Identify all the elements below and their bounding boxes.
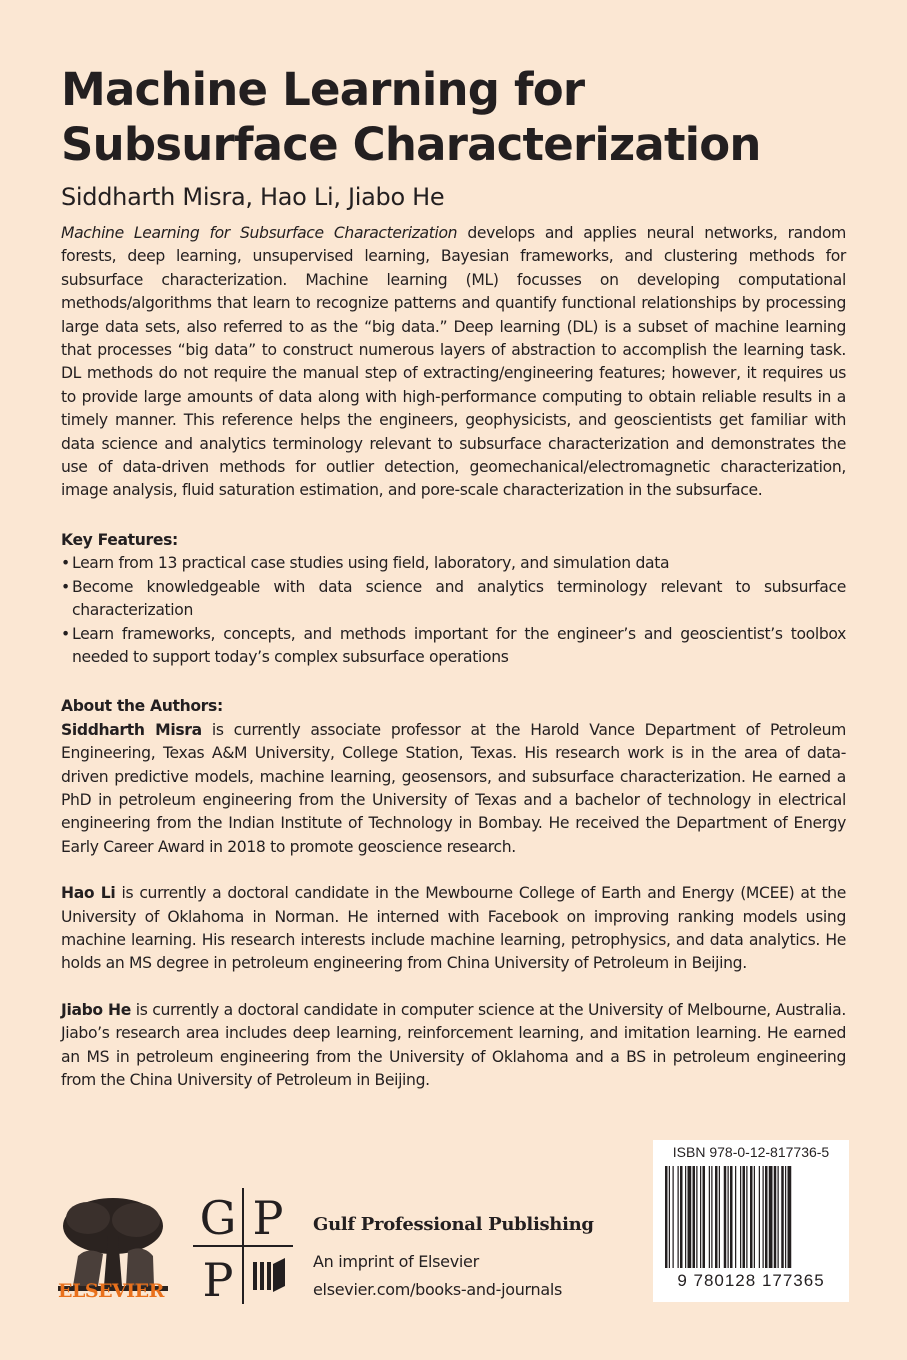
barcode-bar <box>763 1166 764 1268</box>
barcode-bar <box>728 1166 729 1268</box>
barcode-bar <box>735 1166 736 1268</box>
book-icon <box>253 1258 285 1292</box>
title-line-2: Subsurface Characterization <box>61 118 761 171</box>
author-bio-text: is currently associate professor at the Harold Vance Department of Petroleum Engineering, Texas A&M University, College Station, Texas. His research work is in the area of data-driven predictive models, machine learning, geosensors, and subsurface characterization. He earned a PhD in petroleum engineering from the University of Texas and a bachelor of technology in electrical engineering from the Indian Institute of Technology in Bombay. He received the Department of Energy Early Career Award in 2018 to promote geoscience research. <box>61 720 847 856</box>
publisher-name: Gulf Professional Publishing <box>313 1214 594 1235</box>
title-line-1: Machine Learning for <box>61 63 585 116</box>
barcode-bar <box>759 1166 760 1268</box>
author-name: Siddharth Misra <box>61 720 202 739</box>
feature-item: • Learn from 13 practical case studies using field, laboratory, and simulation data <box>61 552 846 575</box>
barcode-bar <box>665 1166 668 1268</box>
barcode-bar <box>746 1166 747 1268</box>
barcode-bar <box>754 1166 755 1268</box>
author-bio <box>61 882 846 976</box>
barcode-bar <box>700 1166 701 1268</box>
barcode-bar <box>719 1166 720 1268</box>
barcode-bar <box>693 1166 696 1268</box>
barcode-bar <box>765 1166 768 1268</box>
key-features-heading: Key Features: <box>61 530 178 549</box>
barcode-icon <box>665 1166 845 1268</box>
isbn-digits: 9 780128 177365 <box>677 1271 825 1290</box>
barcode-bar <box>711 1166 712 1268</box>
barcode-bar <box>696 1166 697 1268</box>
barcode-bar <box>750 1166 753 1268</box>
barcode-bar <box>678 1166 679 1268</box>
barcode-bar <box>740 1166 741 1268</box>
author-name: Hao Li <box>61 884 116 903</box>
authors: Siddharth Misra, Hao Li, Jiabo He <box>61 183 445 211</box>
barcode-bar <box>703 1166 706 1268</box>
gpp-letter-g: G <box>199 1191 237 1245</box>
barcode-bar <box>743 1166 746 1268</box>
gpp-letter-p2: P <box>202 1253 234 1304</box>
about-authors <box>61 695 846 1092</box>
author-bio-text: is currently a doctoral candidate in the Mewbourne College of Earth and Energy (MCEE) at the University of Oklahoma in Norman. He interned with Facebook on improving ranking models using machine learning. His research interests include machine learning, petrophysics, and data analytics. He holds an MS degree in petroleum engineering from China University of Petroleum in Beijing. <box>61 884 847 973</box>
publisher-url[interactable]: elsevier.com/books-and-journals <box>313 1280 563 1299</box>
isbn-barcode <box>653 1140 849 1302</box>
key-features <box>61 529 846 669</box>
description-title: Machine Learning for Subsurface Characterization <box>61 224 458 242</box>
barcode-bar <box>673 1166 674 1268</box>
author-bio-text: is currently a doctoral candidate in computer science at the University of Melbourne, Australia. Jiabo’s research area includes deep learning, reinforcement learning, and imitation learning. He earned an MS in petroleum engineering from the University of Oklahoma and a BS in petroleum engineering from the China University of Petroleum in Beijing. <box>61 1000 846 1089</box>
isbn-label: ISBN 978-0-12-817736-5 <box>672 1144 830 1160</box>
gpp-letter-p: P <box>252 1191 284 1245</box>
barcode-bar <box>715 1166 718 1268</box>
barcode-bar <box>781 1166 784 1268</box>
publisher-imprint: An imprint of Elsevier <box>313 1252 479 1271</box>
about-heading: About the Authors: <box>61 697 223 716</box>
barcode-bar <box>724 1166 727 1268</box>
book-title <box>61 62 846 172</box>
elsevier-wordmark: ELSEVIER <box>58 1280 164 1302</box>
barcode-bar <box>709 1166 710 1268</box>
barcode-bar <box>785 1166 786 1268</box>
barcode-bar <box>730 1166 733 1268</box>
barcode-bar <box>688 1166 692 1268</box>
author-bio <box>61 719 846 859</box>
barcode-bar <box>680 1166 683 1268</box>
back-cover <box>61 62 846 1092</box>
feature-item: • Learn frameworks, concepts, and methods important for the engineer’s and geoscientist’s toolbox needed to support today’s complex subsurface operations <box>61 623 846 670</box>
barcode-bar <box>788 1166 792 1268</box>
description-text: develops and applies neural networks, random forests, deep learning, unsupervised learning, Bayesian frameworks, and clustering methods for subsurface characterization. Machine learning (ML) focusses on developing computational methods/algorithms that learn to recognize patterns and quantify functional relationships by processing large data sets, also referred to as the “big data.” Deep learning (DL) is a subset of machine learning that processes “big data” to construct numerous layers of abstraction to accomplish the learning task. DL methods do not require the manual step of extracting/engineering features; however, it requires us to provide large amounts of data along with high-performance computing to obtain reliable results in a timely manner. This reference helps the engineers, geophysicists, and geoscientists get familiar with data science and analytics terminology relevant to subsurface characterization and demonstrates the use of data-driven methods for outlier detection, geomechanical/electromagnetic characterization, image analysis, fluid saturation estimation, and pore-scale characterization in the subsurface. <box>61 224 847 500</box>
description <box>61 222 846 503</box>
barcode-bar <box>778 1166 779 1268</box>
barcode-bar <box>685 1166 686 1268</box>
barcode-bar <box>769 1166 773 1268</box>
author-name: Jiabo He <box>61 1000 131 1019</box>
key-features-list <box>61 552 846 669</box>
barcode-bar <box>669 1166 670 1268</box>
feature-item: • Become knowledgeable with data science and analytics terminology relevant to subsurface characterization <box>61 576 846 623</box>
gpp-logo-icon <box>193 1188 293 1304</box>
barcode-bar <box>774 1166 777 1268</box>
author-bio <box>61 999 846 1093</box>
